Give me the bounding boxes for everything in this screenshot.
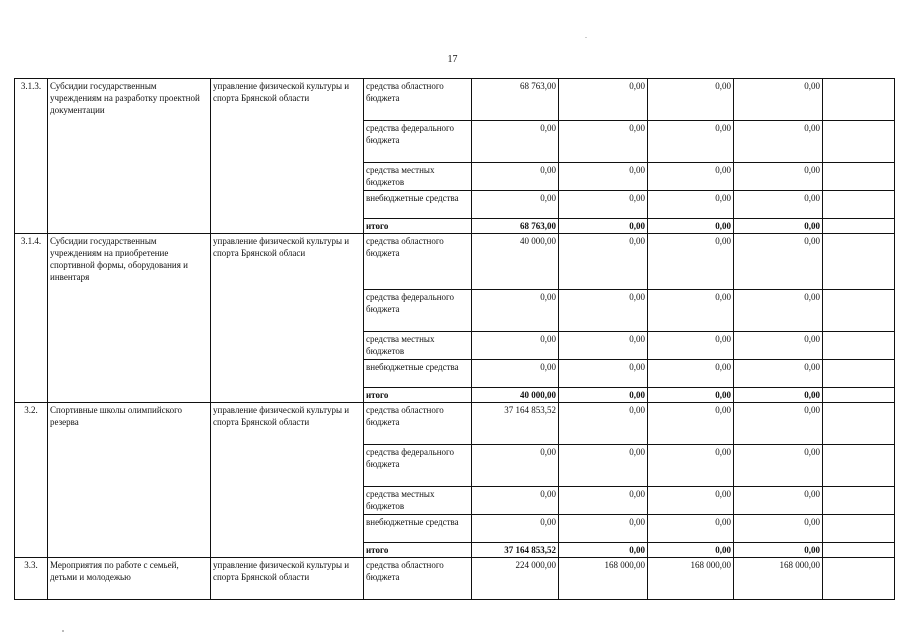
item-executor: управление физической культуры и спорта Брянской области <box>211 403 364 558</box>
value-year-2: 0,00 <box>559 332 648 360</box>
scan-speck <box>62 630 64 632</box>
total-year-3: 0,00 <box>648 219 734 234</box>
total-year-2: 0,00 <box>559 543 648 558</box>
empty-cell <box>823 543 895 558</box>
total-year-1: 40 000,00 <box>472 388 559 403</box>
total-year-3: 0,00 <box>648 388 734 403</box>
value-year-1: 0,00 <box>472 360 559 388</box>
value-year-1: 37 164 853,52 <box>472 403 559 445</box>
value-year-2: 0,00 <box>559 121 648 163</box>
item-name: Спортивные школы олимпийского резерва <box>48 403 211 558</box>
value-year-3: 0,00 <box>648 360 734 388</box>
funding-source: средства областного бюджета <box>364 403 472 445</box>
empty-cell <box>823 360 895 388</box>
value-year-4: 0,00 <box>734 121 823 163</box>
funding-source: средства местных бюджетов <box>364 332 472 360</box>
total-year-1: 68 763,00 <box>472 219 559 234</box>
value-year-4: 0,00 <box>734 163 823 191</box>
value-year-3: 0,00 <box>648 487 734 515</box>
total-year-2: 0,00 <box>559 388 648 403</box>
item-name: Субсидии государственным учреждениям на разработку проектной документации <box>48 79 211 234</box>
total-year-3: 0,00 <box>648 543 734 558</box>
value-year-2: 0,00 <box>559 163 648 191</box>
item-executor: управление физической культуры и спорта Брянской обласи <box>211 234 364 403</box>
funding-source: средства местных бюджетов <box>364 163 472 191</box>
funding-source: средства федерального бюджета <box>364 121 472 163</box>
funding-source: средства местных бюджетов <box>364 487 472 515</box>
empty-cell <box>823 290 895 332</box>
value-year-4: 0,00 <box>734 403 823 445</box>
total-year-4: 0,00 <box>734 543 823 558</box>
value-year-1: 0,00 <box>472 290 559 332</box>
value-year-3: 0,00 <box>648 234 734 290</box>
value-year-4: 0,00 <box>734 290 823 332</box>
funding-source: внебюджетные средства <box>364 191 472 219</box>
table-row <box>15 403 895 445</box>
funding-source: средства областного бюджета <box>364 234 472 290</box>
value-year-1: 0,00 <box>472 487 559 515</box>
empty-cell <box>823 487 895 515</box>
value-year-4: 0,00 <box>734 360 823 388</box>
value-year-2: 0,00 <box>559 234 648 290</box>
empty-cell <box>823 403 895 445</box>
funding-source: внебюджетные средства <box>364 515 472 543</box>
value-year-2: 0,00 <box>559 191 648 219</box>
value-year-1: 0,00 <box>472 445 559 487</box>
value-year-3: 168 000,00 <box>648 558 734 600</box>
value-year-4: 0,00 <box>734 332 823 360</box>
empty-cell <box>823 515 895 543</box>
value-year-1: 0,00 <box>472 163 559 191</box>
value-year-3: 0,00 <box>648 515 734 543</box>
empty-cell <box>823 445 895 487</box>
empty-cell <box>823 191 895 219</box>
total-year-2: 0,00 <box>559 219 648 234</box>
total-label: итого <box>364 543 472 558</box>
value-year-4: 0,00 <box>734 79 823 121</box>
total-year-4: 0,00 <box>734 219 823 234</box>
value-year-4: 0,00 <box>734 487 823 515</box>
item-number: 3.3. <box>15 558 48 600</box>
value-year-1: 0,00 <box>472 191 559 219</box>
value-year-1: 0,00 <box>472 121 559 163</box>
funding-source: средства федерального бюджета <box>364 445 472 487</box>
empty-cell <box>823 219 895 234</box>
table-row <box>15 79 895 121</box>
funding-source: средства областного бюджета <box>364 558 472 600</box>
value-year-3: 0,00 <box>648 445 734 487</box>
value-year-4: 0,00 <box>734 234 823 290</box>
value-year-2: 0,00 <box>559 515 648 543</box>
value-year-3: 0,00 <box>648 332 734 360</box>
value-year-2: 0,00 <box>559 290 648 332</box>
value-year-2: 0,00 <box>559 360 648 388</box>
budget-table <box>14 78 895 600</box>
item-number: 3.1.4. <box>15 234 48 403</box>
funding-source: средства федерального бюджета <box>364 290 472 332</box>
value-year-3: 0,00 <box>648 191 734 219</box>
value-year-1: 224 000,00 <box>472 558 559 600</box>
total-year-4: 0,00 <box>734 388 823 403</box>
value-year-4: 168 000,00 <box>734 558 823 600</box>
value-year-4: 0,00 <box>734 445 823 487</box>
empty-cell <box>823 388 895 403</box>
value-year-3: 0,00 <box>648 121 734 163</box>
item-name: Субсидии государственным учреждениям на приобретение спортивной формы, оборудования и инвентаря <box>48 234 211 403</box>
item-number: 3.1.3. <box>15 79 48 234</box>
value-year-4: 0,00 <box>734 191 823 219</box>
table-row <box>15 234 895 290</box>
value-year-2: 0,00 <box>559 445 648 487</box>
value-year-1: 0,00 <box>472 515 559 543</box>
empty-cell <box>823 332 895 360</box>
total-year-1: 37 164 853,52 <box>472 543 559 558</box>
page-number: 17 <box>447 54 458 65</box>
value-year-2: 0,00 <box>559 403 648 445</box>
empty-cell <box>823 558 895 600</box>
value-year-1: 68 763,00 <box>472 79 559 121</box>
empty-cell <box>823 79 895 121</box>
item-executor: управление физической культуры и спорта Брянской области <box>211 558 364 600</box>
table-row <box>15 558 895 600</box>
value-year-3: 0,00 <box>648 403 734 445</box>
value-year-3: 0,00 <box>648 163 734 191</box>
funding-source: средства областного бюджета <box>364 79 472 121</box>
value-year-4: 0,00 <box>734 515 823 543</box>
value-year-3: 0,00 <box>648 79 734 121</box>
value-year-3: 0,00 <box>648 290 734 332</box>
value-year-1: 0,00 <box>472 332 559 360</box>
empty-cell <box>823 121 895 163</box>
item-number: 3.2. <box>15 403 48 558</box>
item-executor: управление физической культуры и спорта Брянской области <box>211 79 364 234</box>
total-label: итого <box>364 219 472 234</box>
value-year-2: 0,00 <box>559 487 648 515</box>
value-year-2: 0,00 <box>559 79 648 121</box>
funding-source: внебюджетные средства <box>364 360 472 388</box>
value-year-1: 40 000,00 <box>472 234 559 290</box>
total-label: итого <box>364 388 472 403</box>
empty-cell <box>823 234 895 290</box>
scan-speck <box>585 37 587 38</box>
empty-cell <box>823 163 895 191</box>
item-name: Мероприятия по работе с семьей, детьми и молодежью <box>48 558 211 600</box>
value-year-2: 168 000,00 <box>559 558 648 600</box>
